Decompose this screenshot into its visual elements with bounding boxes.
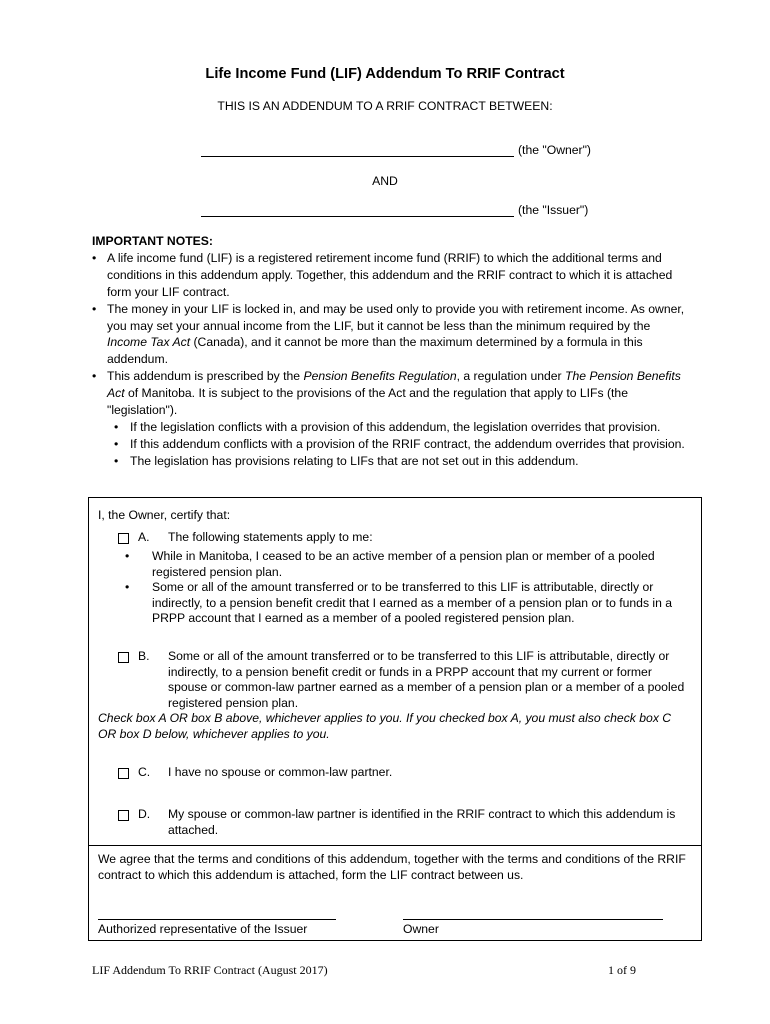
option-a-bullet-2: Some or all of the amount transferred or to be transferred to this LIF is attributable, directly or indirectly, to a pension benefit credit that I earned as a member of a pension plan or to funds in a PRPP account that I earned as a member of a pooled registered pension plan. [152,580,673,625]
owner-signature-line[interactable] [403,919,663,920]
bullet-icon: • [92,301,97,316]
note-text: (Canada), and it cannot be more than the maximum determined by a formula in this addendum. [107,335,643,367]
note-text: A life income fund (LIF) is a registered retirement income fund (RRIF) to which the additional terms and conditions in this addendum apply. Together, this addendum and the RRIF contract to which it is attached form your LIF contract. [107,250,673,299]
bullet-icon: • [125,580,130,594]
option-b-letter: B. [138,649,150,663]
section-divider [89,845,701,846]
note-text: If this addendum conflicts with a provision of the RRIF contract, the addendum overrides that provision. [130,436,685,451]
check-instruction: Check box A OR box B above, whichever applies to you. If you checked box A, you must also check box C OR box D below, whichever applies to you. [98,711,672,741]
bullet-icon: • [114,436,119,451]
owner-label: (the "Owner") [518,143,591,157]
bullet-icon: • [114,419,119,434]
issuer-label: (the "Issuer") [518,203,589,217]
option-a-letter: A. [138,530,150,544]
footer-document-name: LIF Addendum To RRIF Contract (August 2017) [92,963,328,977]
bullet-icon: • [92,369,97,384]
checkbox-d[interactable] [118,810,129,821]
option-d-text: My spouse or common-law partner is identified in the RRIF contract to which this addendum is attached. [168,807,676,837]
note-text: This addendum is prescribed by the [107,369,304,384]
note-item [92,250,692,301]
note-text: The money in your LIF is locked in, and may be used only to provide you with retirement income. As owner, you may set your annual income from the LIF, but it cannot be less than the minimum required by the [107,301,685,333]
note-text: of Manitoba. It is subject to the provisions of the Act and the regulation that apply to LIFs (the "legislation"). [107,386,628,418]
note-emphasis: The Pension Benefits Act [107,369,681,401]
note-emphasis: Pension Benefits Regulation [303,369,457,384]
agreement-text: We agree that the terms and conditions of this addendum, together with the terms and conditions of the RRIF contract to which this addendum is attached, form the LIF contract between us. [98,852,686,882]
note-item [92,301,692,369]
note-item [92,368,692,419]
note-text: , a regulation under [456,369,566,384]
checkbox-a[interactable] [118,533,129,544]
notes-heading: IMPORTANT NOTES: [92,234,213,248]
bullet-icon: • [114,453,119,468]
page-title: Life Income Fund (LIF) Addendum To RRIF Contract [205,66,565,82]
note-emphasis: Income Tax Act [107,335,191,350]
checkbox-b[interactable] [118,652,129,663]
note-text: If the legislation conflicts with a provision of this addendum, the legislation overrides that provision. [130,419,661,434]
important-notes [92,233,692,470]
bullet-icon: • [125,549,130,563]
bullet-icon: • [92,250,97,265]
option-b-text: Some or all of the amount transferred or to be transferred to this LIF is attributable, directly or indirectly, to a pension benefit credit or funds in a PRPP account that my current or former spouse or common-law partner earned as a member of a pension plan or a member of a pooled registered pension plan. [168,649,685,710]
checkbox-c[interactable] [118,768,129,779]
option-d-letter: D. [138,807,151,821]
owner-name-field[interactable] [201,142,514,157]
option-a-bullet-1: While in Manitoba, I ceased to be an active member of a pension plan or member of a pooled registered pension plan. [152,549,655,579]
footer-page-number: 1 of 9 [608,963,636,977]
option-a-text: The following statements apply to me: [168,530,373,544]
note-subitem [92,419,692,436]
owner-signature-label: Owner [403,922,439,936]
certification-box [88,497,702,941]
note-subitem [92,453,692,470]
issuer-signature-label: Authorized representative of the Issuer [98,922,308,936]
option-c-text: I have no spouse or common-law partner. [168,765,393,779]
note-subitem [92,436,692,453]
option-c-letter: C. [138,765,151,779]
page-subtitle: THIS IS AN ADDENDUM TO A RRIF CONTRACT BETWEEN: [217,99,553,113]
certify-intro: I, the Owner, certify that: [98,508,231,522]
note-text: The legislation has provisions relating to LIFs that are not set out in this addendum. [130,453,579,468]
issuer-name-field[interactable] [201,202,514,217]
and-text: AND [372,174,398,188]
issuer-signature-line[interactable] [98,919,336,920]
